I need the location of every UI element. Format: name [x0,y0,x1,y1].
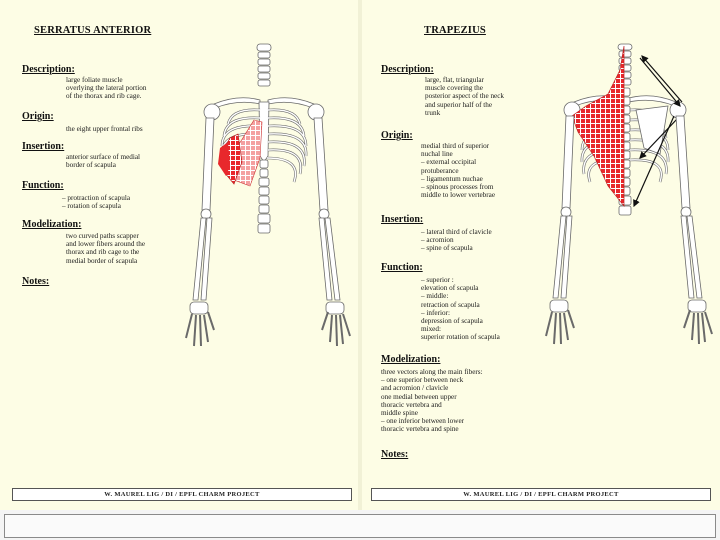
right-function-heading: Function: [381,262,423,273]
right-modelization-text: three vectors along the main fibers: – one superior between neck and acromion / clavicle one medial between upper thoracic vertebra and middle spine – one inferior between lower thoracic vertebra and spine [381,368,483,434]
right-insertion-heading: Insertion: [381,214,424,225]
left-description-text: large foliate muscle overlying the lateral portion of the thorax and rib cage. [66,76,147,101]
left-origin-text: the eight upper frontal ribs [66,125,143,133]
right-notes-heading: Notes: [381,449,409,460]
right-insertion-text: – lateral third of clavicle – acromion – spine of scapula [421,228,492,253]
right-origin-heading: Origin: [381,130,413,141]
right-modelization-heading: Modelization: [381,354,441,365]
left-modelization-heading: Modelization: [22,219,82,230]
left-insertion-heading: Insertion: [22,141,65,152]
right-function-text: – superior : elevation of scapula – middle: retraction of scapula – inferior: depression of scapula mixed: superior rotation of scapula [421,276,500,342]
left-notes-heading: Notes: [22,276,50,287]
left-insertion-text: anterior surface of medial border of scapula [66,153,141,170]
right-skeleton-illustration [528,36,720,356]
left-function-heading: Function: [22,180,64,191]
left-footer: W. MAUREL LIG / DI / EPFL CHARM PROJECT [12,488,352,501]
right-description-text: large, flat, triangular muscle covering the posterior aspect of the neck and superior half of the trunk [425,76,505,117]
left-title: SERRATUS ANTERIOR [34,25,152,36]
right-title: TRAPEZIUS [424,25,486,36]
left-modelization-text: two curved paths scapper and lower fibers around the thorax and rib cage to the medial border of scapula [66,232,146,265]
right-origin-text: medial third of superior nuchal line – external occipital protuberance – ligamentum nuchae – spinous processes from middle to lower vertebrae [421,142,496,200]
left-description-heading: Description: [22,64,75,75]
left-origin-heading: Origin: [22,111,54,122]
bottom-input-box[interactable] [4,514,716,538]
left-skeleton-illustration [168,38,358,356]
right-footer: W. MAUREL LIG / DI / EPFL CHARM PROJECT [371,488,711,501]
right-description-heading: Description: [381,64,434,75]
left-function-text: – protraction of scapula – rotation of scapula [62,194,131,211]
